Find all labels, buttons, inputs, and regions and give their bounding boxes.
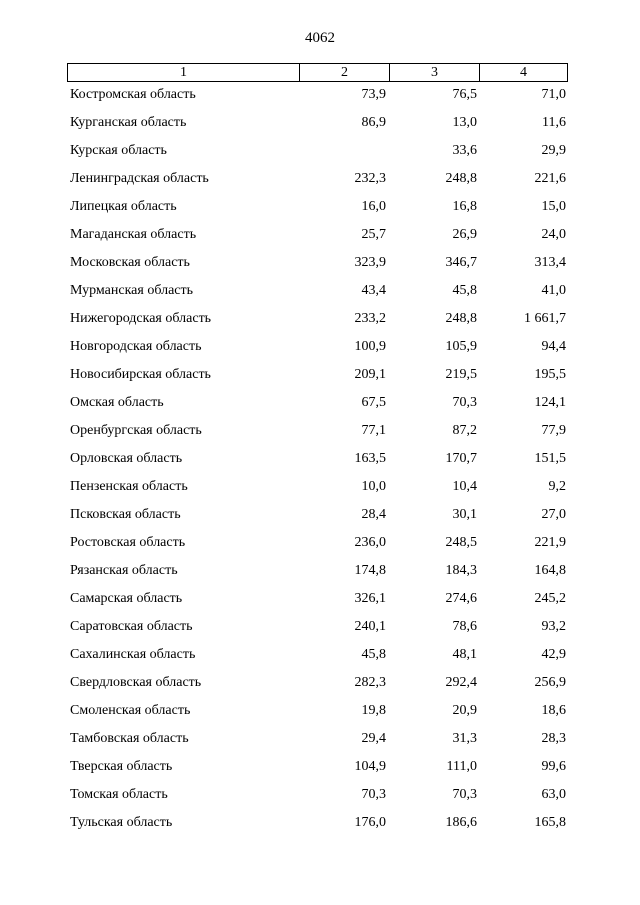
table-row [0, 534, 640, 562]
table-row [0, 814, 640, 842]
value-col-2: 163,5 [354, 451, 386, 466]
value-col-4: 313,4 [534, 255, 566, 270]
value-col-4: 9,2 [548, 479, 566, 494]
value-col-3: 48,1 [452, 647, 477, 662]
value-col-2: 70,3 [361, 787, 386, 802]
value-col-4: 71,0 [541, 87, 566, 102]
value-col-4: 15,0 [541, 199, 566, 214]
region-name: Тамбовская область [70, 731, 189, 746]
value-col-3: 186,6 [445, 815, 477, 830]
table-row [0, 394, 640, 422]
value-col-4: 94,4 [541, 339, 566, 354]
table-row [0, 590, 640, 618]
header-col-1: 1 [68, 64, 300, 81]
region-name: Оренбургская область [70, 423, 202, 438]
value-col-4: 93,2 [541, 619, 566, 634]
region-name: Свердловская область [70, 675, 202, 690]
value-col-4: 151,5 [534, 451, 566, 466]
table-row [0, 142, 640, 170]
value-col-4: 221,9 [534, 535, 566, 550]
table-row [0, 450, 640, 478]
table-row [0, 730, 640, 758]
value-col-4: 165,8 [534, 815, 566, 830]
region-name: Рязанская область [70, 563, 178, 578]
value-col-4: 63,0 [541, 787, 566, 802]
value-col-2: 10,0 [361, 479, 386, 494]
value-col-4: 41,0 [541, 283, 566, 298]
value-col-2: 16,0 [361, 199, 386, 214]
value-col-4: 1 661,7 [524, 311, 566, 326]
value-col-2: 209,1 [354, 367, 386, 382]
value-col-4: 164,8 [534, 563, 566, 578]
value-col-3: 70,3 [452, 787, 477, 802]
value-col-4: 28,3 [541, 731, 566, 746]
header-col-3: 3 [390, 64, 480, 81]
value-col-2: 104,9 [354, 759, 386, 774]
value-col-3: 292,4 [445, 675, 477, 690]
page-number: 4062 [305, 30, 335, 46]
header-col-2: 2 [300, 64, 390, 81]
region-name: Смоленская область [70, 703, 191, 718]
value-col-2: 73,9 [361, 87, 386, 102]
region-name: Самарская область [70, 591, 183, 606]
value-col-4: 195,5 [534, 367, 566, 382]
value-col-4: 27,0 [541, 507, 566, 522]
value-col-4: 221,6 [534, 171, 566, 186]
value-col-3: 31,3 [452, 731, 477, 746]
region-name: Московская область [70, 255, 190, 270]
value-col-2: 232,3 [354, 171, 386, 186]
value-col-2: 25,7 [361, 227, 386, 242]
table-row [0, 114, 640, 142]
table-row [0, 562, 640, 590]
value-col-2: 45,8 [361, 647, 386, 662]
table-row [0, 422, 640, 450]
value-col-2: 176,0 [354, 815, 386, 830]
region-name: Курганская область [70, 115, 187, 130]
value-col-4: 11,6 [542, 115, 566, 130]
table-row [0, 170, 640, 198]
table-row [0, 254, 640, 282]
value-col-2: 282,3 [354, 675, 386, 690]
value-col-3: 45,8 [452, 283, 477, 298]
value-col-4: 256,9 [534, 675, 566, 690]
value-col-3: 20,9 [452, 703, 477, 718]
value-col-3: 105,9 [445, 339, 477, 354]
value-col-3: 16,8 [452, 199, 477, 214]
value-col-2: 323,9 [354, 255, 386, 270]
table-row [0, 366, 640, 394]
value-col-3: 184,3 [445, 563, 477, 578]
value-col-3: 248,5 [445, 535, 477, 550]
value-col-2: 236,0 [354, 535, 386, 550]
region-name: Псковская область [70, 507, 181, 522]
value-col-3: 274,6 [445, 591, 477, 606]
value-col-3: 70,3 [452, 395, 477, 410]
table-row [0, 86, 640, 114]
value-col-4: 124,1 [534, 395, 566, 410]
region-name: Ростовская область [70, 535, 186, 550]
value-col-3: 87,2 [452, 423, 477, 438]
region-name: Ленинградская область [70, 171, 209, 186]
value-col-3: 10,4 [452, 479, 477, 494]
value-col-2: 240,1 [354, 619, 386, 634]
value-col-4: 18,6 [541, 703, 566, 718]
value-col-3: 30,1 [452, 507, 477, 522]
region-name: Мурманская область [70, 283, 194, 298]
region-name: Новгородская область [70, 339, 202, 354]
table-row [0, 282, 640, 310]
table-row [0, 310, 640, 338]
value-col-4: 77,9 [541, 423, 566, 438]
value-col-3: 170,7 [445, 451, 477, 466]
region-name: Тверская область [70, 759, 173, 774]
value-col-4: 245,2 [534, 591, 566, 606]
table-row [0, 198, 640, 226]
value-col-2: 43,4 [361, 283, 386, 298]
table-row [0, 506, 640, 534]
value-col-2: 29,4 [361, 731, 386, 746]
value-col-3: 219,5 [445, 367, 477, 382]
value-col-4: 24,0 [541, 227, 566, 242]
value-col-3: 78,6 [452, 619, 477, 634]
value-col-2: 100,9 [354, 339, 386, 354]
value-col-4: 99,6 [541, 759, 566, 774]
value-col-2: 233,2 [354, 311, 386, 326]
region-name: Нижегородская область [70, 311, 212, 326]
table-row [0, 478, 640, 506]
region-name: Пензенская область [70, 479, 188, 494]
table-row [0, 618, 640, 646]
table-row [0, 226, 640, 254]
region-name: Магаданская область [70, 227, 197, 242]
value-col-2: 67,5 [361, 395, 386, 410]
value-col-3: 76,5 [452, 87, 477, 102]
region-name: Тульская область [70, 815, 173, 830]
value-col-3: 13,0 [452, 115, 477, 130]
value-col-2: 326,1 [354, 591, 386, 606]
header-col-4: 4 [520, 65, 527, 80]
value-col-2: 19,8 [361, 703, 386, 718]
value-col-2: 28,4 [361, 507, 386, 522]
value-col-2: 174,8 [354, 563, 386, 578]
table-row [0, 338, 640, 366]
table-row [0, 646, 640, 674]
value-col-3: 248,8 [445, 311, 477, 326]
table-row [0, 702, 640, 730]
value-col-2: 77,1 [361, 423, 386, 438]
region-name: Сахалинская область [70, 647, 196, 662]
value-col-3: 33,6 [452, 143, 477, 158]
region-name: Новосибирская область [70, 367, 211, 382]
table-row [0, 758, 640, 786]
table-header [67, 63, 568, 82]
region-name: Липецкая область [70, 199, 177, 214]
region-name: Курская область [70, 143, 167, 158]
region-name: Орловская область [70, 451, 183, 466]
table-row [0, 786, 640, 814]
value-col-3: 248,8 [445, 171, 477, 186]
region-name: Омская область [70, 395, 164, 410]
region-name: Саратовская область [70, 619, 193, 634]
value-col-3: 346,7 [445, 255, 477, 270]
region-name: Костромская область [70, 87, 196, 102]
value-col-3: 111,0 [446, 759, 477, 774]
table-row [0, 674, 640, 702]
value-col-4: 42,9 [541, 647, 566, 662]
region-name: Томская область [70, 787, 168, 802]
value-col-3: 26,9 [452, 227, 477, 242]
value-col-4: 29,9 [541, 143, 566, 158]
table-body [0, 86, 640, 842]
value-col-2: 86,9 [361, 115, 386, 130]
